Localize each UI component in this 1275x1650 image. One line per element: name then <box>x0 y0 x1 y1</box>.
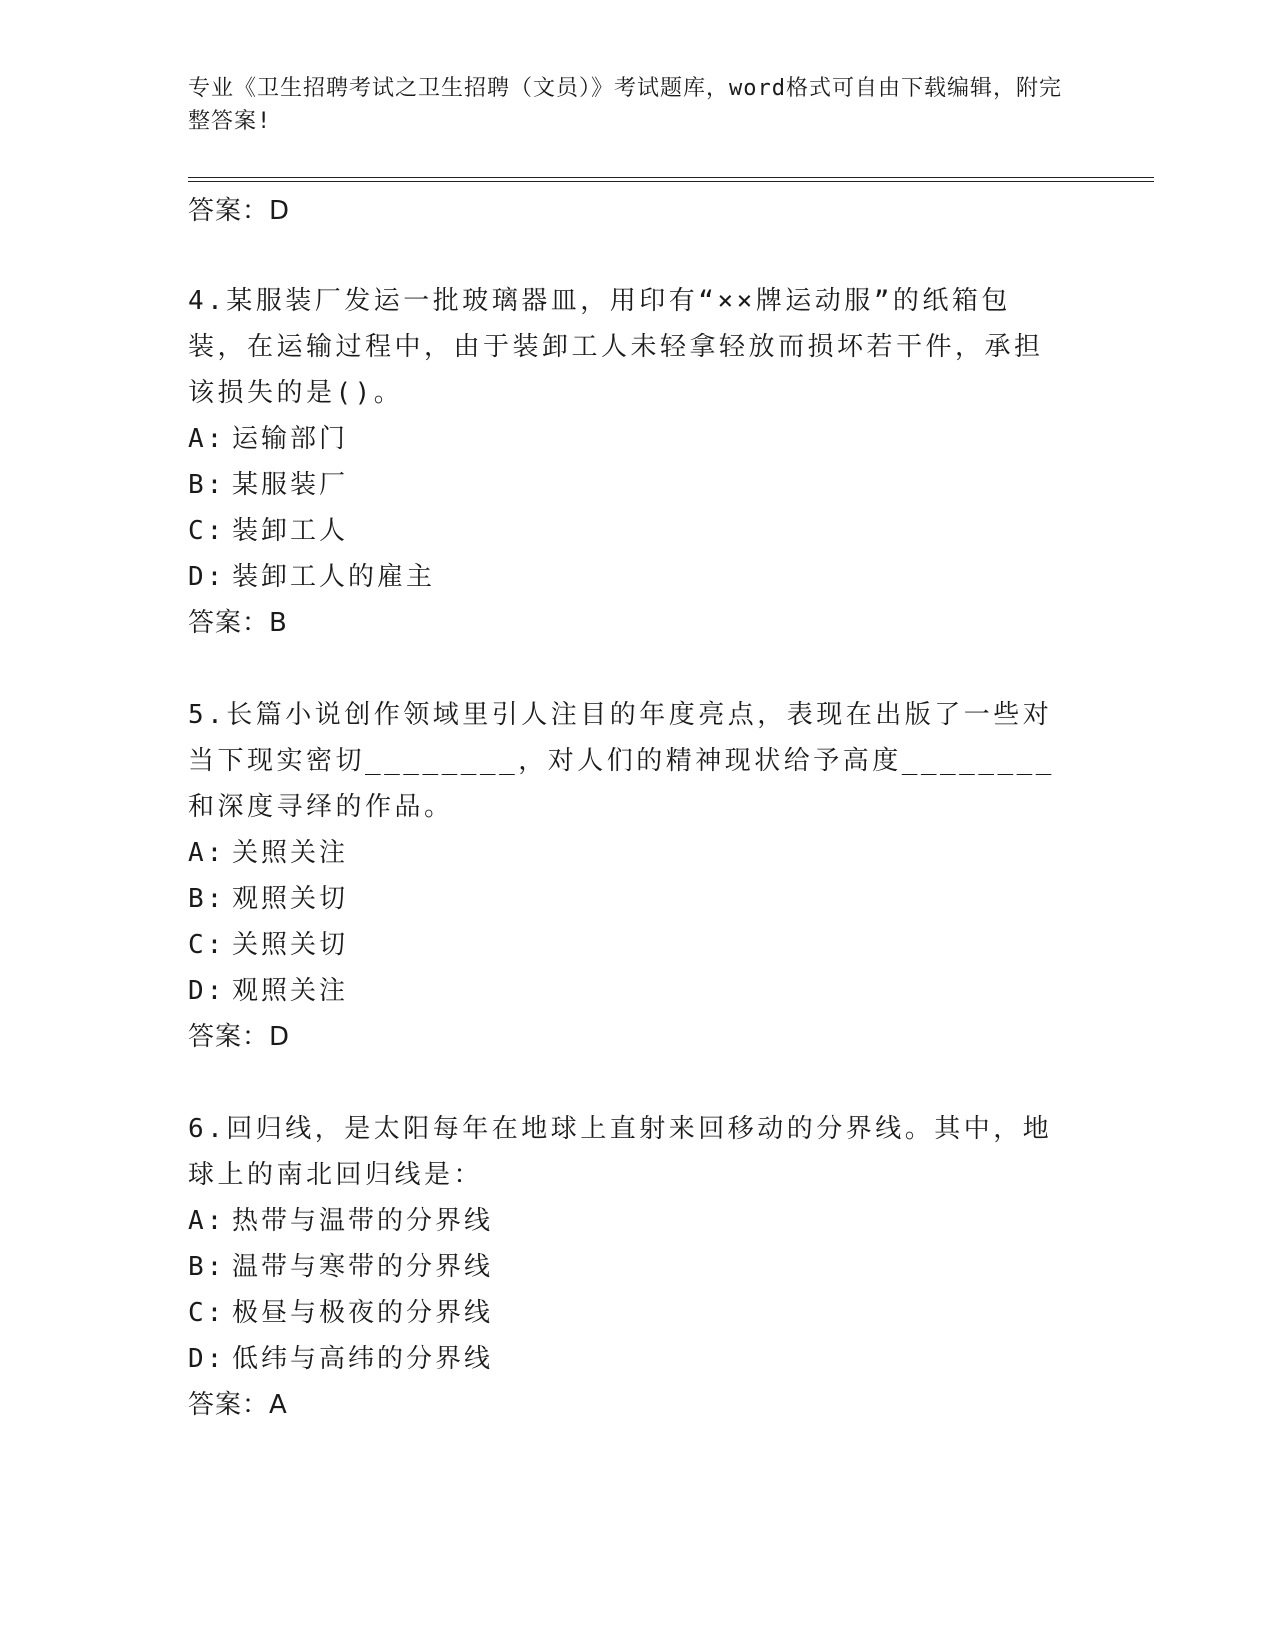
option-list <box>188 1198 1068 1382</box>
option-list <box>188 830 1068 1014</box>
question-block <box>188 692 1068 1060</box>
option-list <box>188 416 1068 600</box>
option-text: 装卸工人 <box>232 516 349 546</box>
option-text: 极昼与极夜的分界线 <box>232 1298 494 1328</box>
option-item <box>188 462 1068 508</box>
option-letter: B: <box>188 884 226 914</box>
option-text: 某服装厂 <box>232 470 349 500</box>
option-letter: B: <box>188 1252 226 1282</box>
option-text: 低纬与高纬的分界线 <box>232 1344 494 1374</box>
option-item <box>188 830 1068 876</box>
option-item <box>188 508 1068 554</box>
option-letter: C: <box>188 516 226 546</box>
option-letter: A: <box>188 1206 226 1236</box>
question-stem: 4.某服装厂发运一批玻璃器皿，用印有“××牌运动服”的纸箱包装，在运输过程中，由于装卸工人未轻拿轻放而损坏若干件，承担该损失的是()。 <box>188 286 1044 408</box>
question-stem: 6.回归线，是太阳每年在地球上直射来回移动的分界线。其中，地球上的南北回归线是： <box>188 1114 1053 1190</box>
header-divider <box>188 177 1154 182</box>
option-text: 观照关注 <box>232 976 349 1006</box>
option-text: 热带与温带的分界线 <box>232 1206 494 1236</box>
question-block <box>188 278 1068 646</box>
option-item <box>188 1336 1068 1382</box>
option-item <box>188 876 1068 922</box>
option-letter: A: <box>188 424 226 454</box>
option-text: 装卸工人的雇主 <box>232 562 436 592</box>
question-block <box>188 1106 1068 1428</box>
answer-line: 答案：B <box>188 608 288 638</box>
option-letter: B: <box>188 470 226 500</box>
option-item <box>188 1198 1068 1244</box>
question-list <box>188 188 1068 1474</box>
option-text: 关照关切 <box>232 930 349 960</box>
option-item <box>188 968 1068 1014</box>
option-text: 温带与寒带的分界线 <box>232 1252 494 1282</box>
option-letter: D: <box>188 976 226 1006</box>
option-item <box>188 1290 1068 1336</box>
option-item <box>188 1244 1068 1290</box>
option-text: 观照关切 <box>232 884 349 914</box>
option-item <box>188 922 1068 968</box>
answer-line: 答案：A <box>188 1390 288 1420</box>
answer-line: 答案：D <box>188 1022 291 1052</box>
option-text: 运输部门 <box>232 424 349 454</box>
document-header: 专业《卫生招聘考试之卫生招聘（文员）》考试题库，word格式可自由下载编辑，附完整答案! <box>188 76 1062 134</box>
option-letter: D: <box>188 1344 226 1374</box>
question-stem: 5.长篇小说创作领域里引人注目的年度亮点，表现在出版了一些对当下现实密切________，对人们的精神现状给予高度________和深度寻绎的作品。 <box>188 700 1055 822</box>
option-letter: A: <box>188 838 226 868</box>
option-item <box>188 554 1068 600</box>
option-letter: D: <box>188 562 226 592</box>
option-item <box>188 416 1068 462</box>
option-letter: C: <box>188 1298 226 1328</box>
option-letter: C: <box>188 930 226 960</box>
option-text: 关照关注 <box>232 838 349 868</box>
answer-line: 答案：D <box>188 196 291 226</box>
